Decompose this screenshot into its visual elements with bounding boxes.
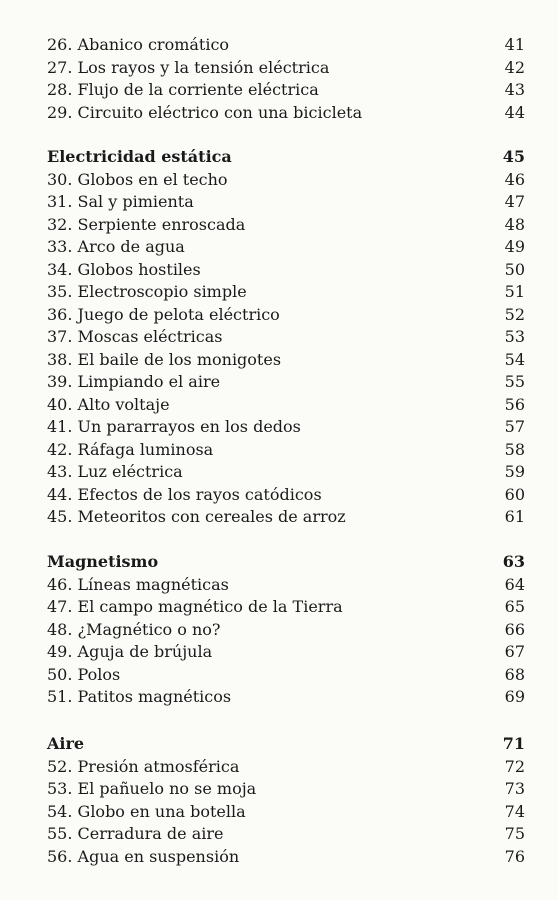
toc-entry — [47, 236, 525, 258]
entry-title: 48. ¿Magnético o no? — [47, 619, 221, 639]
toc-entry — [47, 484, 525, 506]
entry-page-number: 61 — [504, 507, 525, 526]
entry-title: 50. Polos — [47, 664, 121, 684]
entry-page-number: 54 — [504, 349, 525, 369]
entry-title: 51. Patitos magnéticos — [47, 687, 232, 706]
entry-page-number: 41 — [504, 35, 525, 54]
entry-title: 36. Juego de pelota eléctrico — [47, 304, 280, 324]
toc-entry — [47, 102, 525, 124]
entry-page-number: 42 — [504, 57, 525, 77]
entry-page-number: 57 — [504, 417, 525, 436]
toc-entry — [47, 34, 525, 56]
toc-entry — [47, 259, 525, 281]
entry-title: 37. Moscas eléctricas — [47, 327, 223, 346]
entry-page-number: 69 — [504, 687, 525, 706]
entry-title: 54. Globo en una botella — [47, 801, 246, 821]
entry-title: 55. Cerradura de aire — [47, 824, 224, 843]
entry-page-number: 75 — [504, 824, 525, 843]
toc-entry — [47, 394, 525, 416]
entry-title: 30. Globos en el techo — [47, 169, 228, 189]
entry-page-number: 74 — [504, 801, 525, 821]
entry-title: 47. El campo magnético de la Tierra — [47, 597, 343, 616]
toc-entry — [47, 349, 525, 371]
entry-title: 27. Los rayos y la tensión eléctrica — [47, 57, 330, 77]
entry-page-number: 51 — [504, 282, 525, 301]
section-title: Electricidad estática — [47, 147, 232, 166]
entry-title: 28. Flujo de la corriente eléctrica — [47, 80, 319, 99]
entry-title: 39. Limpiando el aire — [47, 372, 221, 391]
section-page-number: 71 — [502, 734, 525, 753]
entry-page-number: 43 — [504, 80, 525, 99]
entry-page-number: 46 — [504, 169, 525, 189]
entry-page-number: 52 — [504, 304, 525, 324]
section-title: Aire — [47, 734, 85, 753]
entry-page-number: 47 — [504, 192, 525, 211]
toc-entry — [47, 304, 525, 326]
entry-page-number: 66 — [504, 619, 525, 639]
entry-title: 56. Agua en suspensión — [47, 846, 240, 866]
toc-entry — [47, 57, 525, 79]
entry-title: 38. El baile de los monigotes — [47, 349, 282, 369]
entry-title: 31. Sal y pimienta — [47, 192, 194, 211]
entry-title: 26. Abanico cromático — [47, 35, 230, 54]
entry-page-number: 58 — [504, 439, 525, 459]
section-heading — [47, 551, 525, 573]
entry-title: 41. Un pararrayos en los dedos — [47, 417, 301, 436]
section-heading — [47, 146, 525, 168]
toc-entry — [47, 846, 525, 868]
entry-page-number: 73 — [504, 779, 525, 798]
toc-entry — [47, 686, 525, 708]
entry-page-number: 76 — [504, 846, 525, 866]
entry-title: 43. Luz eléctrica — [47, 462, 183, 481]
toc-entry — [47, 214, 525, 236]
toc-entry — [47, 641, 525, 663]
entry-page-number: 48 — [504, 214, 525, 234]
toc-entry — [47, 823, 525, 845]
entry-title: 34. Globos hostiles — [47, 259, 201, 279]
entry-title: 44. Efectos de los rayos catódicos — [47, 484, 322, 504]
entry-page-number: 68 — [504, 664, 525, 684]
section-heading — [47, 733, 525, 755]
entry-page-number: 55 — [504, 372, 525, 391]
toc-entry — [47, 574, 525, 596]
entry-page-number: 59 — [504, 462, 525, 481]
entry-title: 49. Aguja de brújula — [47, 642, 213, 661]
entry-title: 35. Electroscopio simple — [47, 282, 247, 301]
entry-page-number: 44 — [504, 102, 525, 122]
entry-page-number: 65 — [504, 597, 525, 616]
entry-title: 42. Ráfaga luminosa — [47, 439, 214, 459]
entry-title: 29. Circuito eléctrico con una bicicleta — [47, 102, 363, 122]
toc-entry — [47, 439, 525, 461]
section-page-number: 45 — [502, 147, 525, 166]
toc-entry — [47, 596, 525, 618]
toc-entry — [47, 326, 525, 348]
toc-entry — [47, 461, 525, 483]
toc-entry — [47, 756, 525, 778]
toc-entry — [47, 281, 525, 303]
section-title: Magnetismo — [47, 552, 159, 571]
entry-page-number: 67 — [504, 642, 525, 661]
toc-entry — [47, 79, 525, 101]
entry-title: 40. Alto voltaje — [47, 394, 170, 414]
entry-title: 33. Arco de agua — [47, 237, 185, 256]
toc-entry — [47, 169, 525, 191]
entry-page-number: 64 — [504, 574, 525, 594]
entry-title: 52. Presión atmosférica — [47, 756, 240, 776]
entry-page-number: 49 — [504, 237, 525, 256]
entry-page-number: 50 — [504, 259, 525, 279]
entry-page-number: 72 — [504, 756, 525, 776]
entry-page-number: 53 — [504, 327, 525, 346]
toc-entry — [47, 371, 525, 393]
entry-title: 46. Líneas magnéticas — [47, 574, 229, 594]
toc-entry — [47, 191, 525, 213]
toc-entry — [47, 664, 525, 686]
section-page-number: 63 — [502, 552, 525, 571]
toc-entry — [47, 778, 525, 800]
entry-title: 32. Serpiente enroscada — [47, 214, 246, 234]
toc-entry — [47, 416, 525, 438]
entry-title: 45. Meteoritos con cereales de arroz — [47, 507, 346, 526]
entry-page-number: 60 — [504, 484, 525, 504]
toc-entry — [47, 506, 525, 528]
toc-entry — [47, 801, 525, 823]
toc-entry — [47, 619, 525, 641]
entry-page-number: 56 — [504, 394, 525, 414]
entry-title: 53. El pañuelo no se moja — [47, 779, 257, 798]
